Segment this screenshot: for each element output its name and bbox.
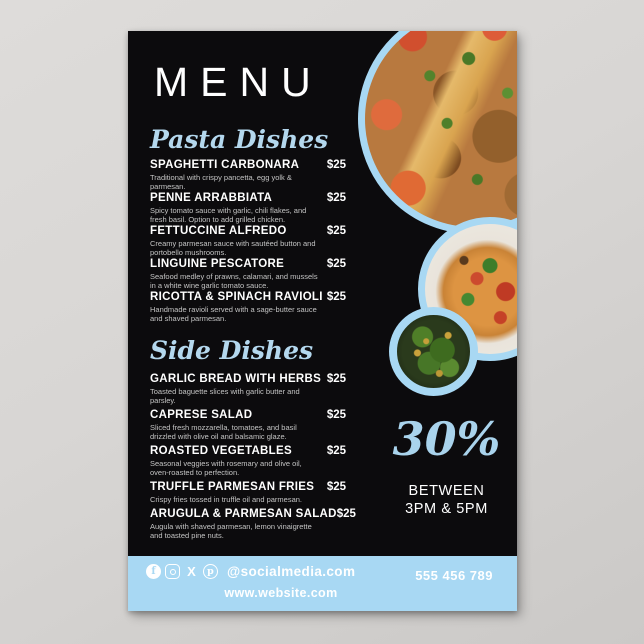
menu-item	[150, 409, 346, 441]
item-name: RICOTTA & SPINACH RAVIOLI	[150, 291, 323, 303]
promo-hours-line1: BETWEEN	[408, 483, 485, 499]
phone-number: 555 456 789	[415, 568, 493, 583]
item-price: $25	[326, 258, 346, 270]
item-price: $25	[326, 409, 346, 421]
item-description: Augula with shaved parmesan, lemon vinaigrette and toasted pine nuts.	[150, 522, 312, 540]
section-heading: Pasta Dishes	[150, 125, 329, 154]
menu-poster	[128, 31, 517, 611]
menu-item	[150, 445, 346, 477]
item-description: Handmade ravioli served with a sage-butter sauce and shaved parmesan.	[150, 305, 317, 323]
green-vegetables-photo	[389, 307, 478, 396]
item-name: GARLIC BREAD WITH HERBS	[150, 373, 322, 385]
menu-item	[150, 508, 356, 540]
item-name: SPAGHETTI CARBONARA	[150, 159, 300, 171]
item-name: TRUFFLE PARMESAN FRIES	[150, 481, 315, 493]
discount-percent: 30%	[392, 412, 501, 466]
item-price: $25	[326, 291, 346, 303]
item-name: ROASTED VEGETABLES	[150, 445, 292, 457]
item-price: $25	[326, 373, 346, 385]
item-price: $25	[326, 445, 346, 457]
item-description: Traditional with crispy pancetta, egg yolk & parmesan.	[150, 173, 292, 191]
item-price: $25	[326, 481, 346, 493]
menu-item	[150, 159, 346, 191]
item-description: Spicy tomato sauce with garlic, chili flakes, and fresh basil. Option to add grilled chicken.	[150, 206, 307, 224]
x-icon	[184, 564, 199, 579]
item-description: Toasted baguette slices with garlic butter and parsley.	[150, 387, 300, 405]
item-name: CAPRESE SALAD	[150, 409, 253, 421]
footer-bar	[128, 556, 517, 611]
menu-item	[150, 291, 346, 323]
section-heading: Side Dishes	[150, 336, 314, 365]
instagram-icon	[165, 564, 180, 579]
item-price: $25	[326, 225, 346, 237]
social-row	[146, 564, 355, 579]
item-description: Seasonal veggies with rosemary and olive oil, oven-roasted to perfection.	[150, 459, 302, 477]
website-url: www.website.com	[224, 586, 338, 600]
pinterest-icon	[203, 564, 218, 579]
menu-item	[150, 225, 346, 257]
item-description: Seafood medley of prawns, calamari, and mussels in a white wine garlic tomato sauce.	[150, 272, 318, 290]
promo-block	[374, 411, 517, 518]
menu-item	[150, 481, 346, 504]
item-name: LINGUINE PESCATORE	[150, 258, 285, 270]
social-handle: @socialmedia.com	[227, 564, 356, 579]
item-name: PENNE ARRABBIATA	[150, 192, 273, 204]
menu-item	[150, 258, 346, 290]
item-price: $25	[336, 508, 356, 520]
item-description: Crispy fries tossed in truffle oil and parmesan.	[150, 495, 303, 504]
menu-item	[150, 373, 346, 405]
item-price: $25	[326, 192, 346, 204]
menu-section	[150, 336, 356, 540]
item-price: $25	[326, 159, 346, 171]
facebook-icon	[146, 564, 161, 579]
item-name: ARUGULA & PARMESAN SALAD	[150, 508, 337, 520]
menu-sections	[150, 125, 356, 544]
item-name: FETTUCCINE ALFREDO	[150, 225, 287, 237]
menu-section	[150, 125, 346, 323]
item-description: Creamy parmesan sauce with sautéed button and portobello mushrooms.	[150, 239, 316, 257]
promo-hours-line2: 3PM & 5PM	[405, 501, 488, 517]
pasta-dish-photo	[358, 31, 517, 234]
poster-title: MENU	[154, 59, 323, 105]
promo-hours	[374, 482, 517, 518]
menu-item	[150, 192, 346, 224]
item-description: Sliced fresh mozzarella, tomatoes, and basil drizzled with olive oil and balsamic glaze.	[150, 423, 297, 441]
